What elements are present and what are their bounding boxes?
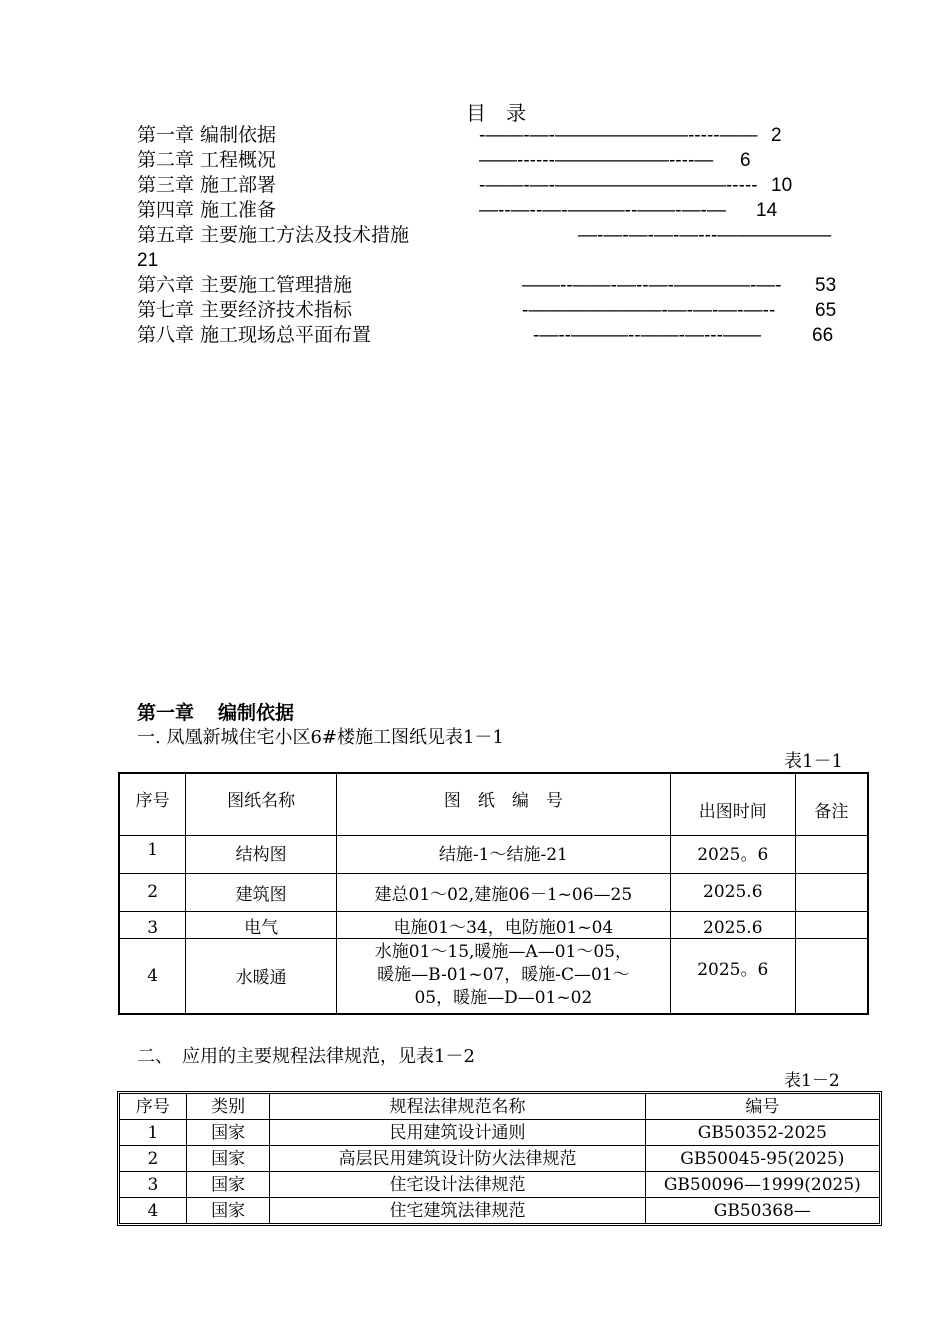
table-row — [120, 1146, 879, 1172]
toc-chapter-label: 第一章 编制依据 — [137, 124, 277, 146]
drawing-code — [336, 938, 670, 1014]
table-row — [119, 911, 868, 938]
toc-page-number: 10 — [771, 175, 793, 196]
toc-leader: -—--———--——-—---—— — [533, 325, 761, 346]
drawing-code-line: 05，暖施—D—01~02 — [414, 988, 593, 1009]
table-header-cell: 类别 — [187, 1094, 271, 1120]
toc-item — [137, 298, 837, 323]
chapter-heading-prefix: 第一章 — [137, 702, 195, 724]
regulation-code: GB50368— — [713, 1200, 811, 1221]
table2-caption: 表1－2 — [784, 1071, 840, 1091]
table-row — [119, 835, 868, 873]
drawing-code: 电施01～34，电防施01~04 — [336, 911, 670, 938]
toc-title: 目 录 — [466, 101, 526, 125]
issue-date: 2025.6 — [670, 873, 795, 911]
drawing-code-line: 水施01～15,暖施—A—01～05， — [374, 942, 632, 963]
table-header-cell: 图 纸 编 号 — [336, 773, 670, 835]
toc-leader: —--—--—-———--——-—-— — [479, 200, 726, 221]
regulation-name: 民用建筑设计通则 — [270, 1120, 645, 1146]
drawing-code: 结施-1～结施-21 — [336, 835, 670, 873]
category-cell: 国家 — [187, 1172, 271, 1198]
section-heading-2: 二、 应用的主要规程法律规范，见表1－2 — [137, 1046, 475, 1067]
drawing-name: 电气 — [186, 911, 337, 938]
table-row — [120, 1120, 879, 1146]
toc-item — [137, 323, 834, 348]
table-header-cell: 序号 — [120, 1094, 187, 1120]
drawing-code: 建总01～02,建施06－1~06—25 — [336, 873, 670, 911]
table1-caption: 表1－1 — [784, 751, 843, 772]
toc-page-number: 14 — [756, 200, 778, 221]
row-number: 4 — [120, 1198, 187, 1223]
issue-date: 2025。6 — [670, 938, 795, 1014]
drawing-name: 建筑图 — [186, 873, 337, 911]
issue-date: 2025.6 — [670, 911, 795, 938]
toc-leader: -——-—-—————————----- — [479, 175, 758, 196]
drawing-name: 水暖通 — [186, 938, 337, 1014]
toc-leader: ——--——-—--—-————-—- — [522, 275, 782, 296]
table-header-cell: 备注 — [795, 773, 868, 835]
table-header-cell: 序号 — [119, 773, 186, 835]
toc-chapter-label: 第六章 主要施工管理措施 — [137, 274, 353, 296]
toc-chapter-label: 第七章 主要经济技术指标 — [137, 299, 353, 321]
toc-page-number: 53 — [815, 275, 837, 296]
row-number: 1 — [119, 835, 186, 873]
toc-item — [137, 123, 782, 148]
regulations-table — [117, 1091, 882, 1226]
section-heading-1: 一. 凤凰新城住宅小区6#楼施工图纸见表1－1 — [137, 727, 504, 748]
toc-chapter-label: 第二章 工程概况 — [137, 149, 277, 171]
toc-item — [137, 223, 832, 248]
table-header-row — [119, 773, 868, 835]
toc-chapter-label: 第五章 主要施工方法及技术措施 — [137, 224, 410, 246]
toc-page-number: 2 — [771, 125, 782, 146]
toc-item — [137, 198, 778, 223]
table-row — [119, 873, 868, 911]
table-row — [120, 1172, 879, 1198]
row-number: 4 — [119, 938, 186, 1014]
chapter-heading-text: 编制依据 — [218, 702, 295, 724]
note-cell — [795, 873, 868, 911]
toc-page-number: 66 — [812, 325, 834, 346]
toc-page-number: 6 — [740, 150, 751, 171]
regulation-name: 住宅设计法律规范 — [270, 1172, 645, 1198]
toc-leader: —-—-—-—-—---—————— — [578, 225, 832, 246]
toc-leader: -———————-—-—-—-—-- — [522, 300, 776, 321]
table-row — [120, 1198, 879, 1223]
note-cell — [795, 938, 868, 1014]
toc-leader: -——-—-———————-----—— — [479, 125, 758, 146]
toc-item — [137, 148, 751, 173]
note-cell — [795, 835, 868, 873]
regulation-code: GB50352-2025 — [646, 1120, 879, 1146]
toc-item — [137, 173, 793, 198]
toc-chapter-label: 第三章 施工部署 — [137, 174, 277, 196]
row-number: 3 — [120, 1172, 187, 1198]
chapter-heading — [137, 698, 294, 725]
issue-date: 2025。6 — [670, 835, 795, 873]
toc-leader: ——------——————----— — [479, 150, 714, 171]
table-header-cell: 图纸名称 — [186, 773, 337, 835]
drawing-code-line: 暖施—B-01~07，暖施-C—01～ — [377, 965, 630, 986]
regulation-code: GB50045-95(2025) — [646, 1146, 879, 1172]
category-cell: 国家 — [187, 1120, 271, 1146]
drawings-table — [118, 772, 869, 1015]
category-cell: 国家 — [187, 1146, 271, 1172]
table-header-cell: 规程法律规范名称 — [270, 1094, 645, 1120]
table-header-cell: 编号 — [646, 1094, 879, 1120]
toc-chapter-label: 第四章 施工准备 — [137, 199, 277, 221]
regulation-name: 高层民用建筑设计防火法律规范 — [270, 1146, 645, 1172]
row-number: 1 — [120, 1120, 187, 1146]
toc-chapter-label: 第八章 施工现场总平面布置 — [137, 324, 372, 346]
regulation-code: GB50096—1999(2025) — [646, 1172, 879, 1198]
category-cell: 国家 — [187, 1198, 271, 1223]
table-row — [119, 938, 868, 1014]
row-number: 2 — [120, 1146, 187, 1172]
regulation-name: 住宅建筑法律规范 — [270, 1198, 645, 1223]
drawing-name: 结构图 — [186, 835, 337, 873]
toc-page-number: 65 — [815, 300, 837, 321]
table-header-row — [120, 1094, 879, 1120]
note-cell — [795, 911, 868, 938]
row-number: 2 — [119, 873, 186, 911]
toc-page-number: 21 — [137, 250, 159, 271]
row-number: 3 — [119, 911, 186, 938]
table-header-cell: 出图时间 — [670, 773, 795, 835]
toc-item — [137, 273, 837, 298]
